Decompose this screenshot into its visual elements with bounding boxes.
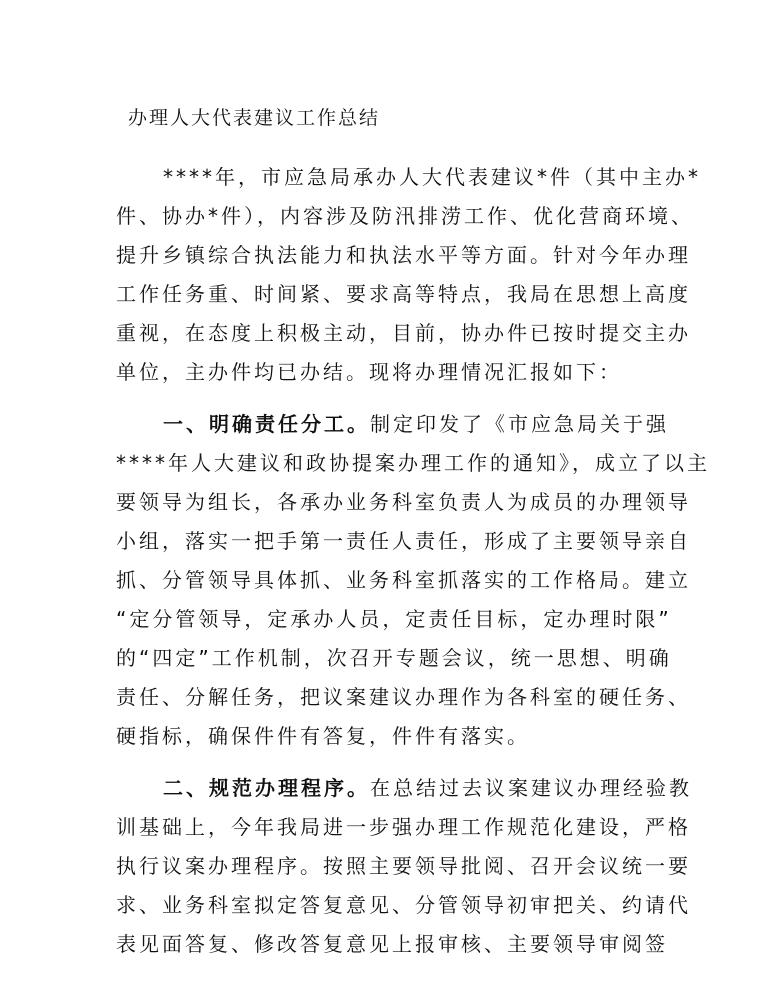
section1-line: 硬指标，确保件件有答复，件件有落实。 [116, 724, 530, 748]
section1-line: 要领导为组长，各承办业务科室负责人为成员的办理领导 [116, 490, 691, 514]
section2-heading: 二、规范办理程序。 [163, 776, 370, 800]
section1-line: ****年人大建议和政协提案办理工作的通知》，成立了以主 [116, 451, 710, 475]
section2-line: 训基础上，今年我局进一步强办理工作规范化建设，严格 [116, 815, 691, 839]
intro-line-2: 件、协办*件），内容涉及防汛排涝工作、优化营商环境、 [116, 204, 694, 228]
section2-line: 表见面答复、修改答复意见上报审核、主要领导审阅签 [116, 932, 668, 956]
section1-first-line [163, 411, 669, 437]
intro-line-1: ****年，市应急局承办人大代表建议*件（其中主办* [163, 165, 701, 189]
section1-line: “定分管领导，定承办人员，定责任目标，定办理时限” [116, 607, 672, 631]
section1-first-rest: 制定印发了《市应急局关于强 [370, 412, 669, 436]
intro-line-6: 单位，主办件均已办结。现将办理情况汇报如下： [116, 360, 622, 384]
section2-first-line [163, 775, 692, 801]
section1-line: 小组，落实一把手第一责任人责任，形成了主要领导亲自 [116, 529, 691, 553]
section1-line: 的“四定”工作机制，次召开专题会议，统一思想、明确 [116, 646, 672, 670]
section2-line: 求、业务科室拟定答复意见、分管领导初审把关、约请代 [116, 893, 691, 917]
section1-line: 抓、分管领导具体抓、业务科室抓落实的工作格局。建立 [116, 568, 691, 592]
intro-line-4: 工作任务重、时间紧、要求高等特点，我局在思想上高度 [116, 282, 691, 306]
intro-line-5: 重视，在态度上积极主动，目前，协办件已按时提交主办 [116, 321, 691, 345]
document-title: 办理人大代表建议工作总结 [128, 107, 381, 129]
section1-heading: 一、明确责任分工。 [163, 412, 370, 436]
section2-first-rest: 在总结过去议案建议办理经验教 [370, 776, 692, 800]
section1-line: 责任、分解任务，把议案建议办理作为各科室的硬任务、 [116, 685, 691, 709]
intro-line-3: 提升乡镇综合执法能力和执法水平等方面。针对今年办理 [116, 243, 691, 267]
section2-line: 执行议案办理程序。按照主要领导批阅、召开会议统一要 [116, 854, 691, 878]
